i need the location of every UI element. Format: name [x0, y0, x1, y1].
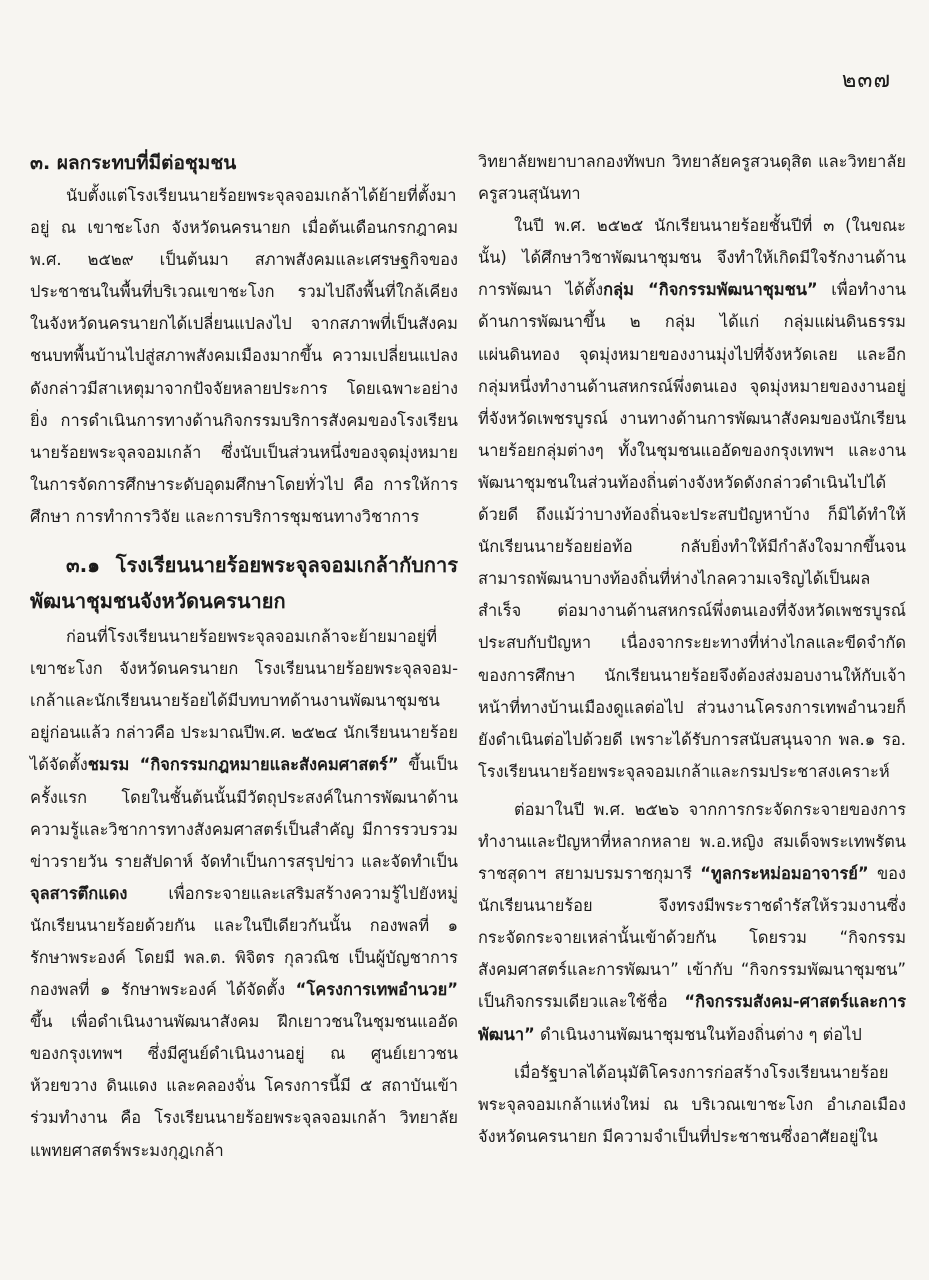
paragraph: ก่อนที่โรงเรียนนายร้อยพระจุลจอมเกล้าจะย้ายมาอยู่ที่เขาชะโงก จังหวัดนครนายก โรงเรียนนายร้อยพระจุลจอม-เกล้าและนักเรียนนายร้อยได้มีบทบาทด้านงานพัฒนาชุมชนอยู่ก่อนแล้ว กล่าวคือ ประมาณปีพ.ศ. ๒๕๒๔ นักเรียนนายร้อยได้จัดตั้งชมรม “กิจกรรมกฎหมายและสังคมศาสตร์” ขึ้นเป็นครั้งแรก โดยในชั้นต้นนั้นมีวัตถุประสงค์ในการพัฒนาด้านความรู้และวิชาการทางสังคมศาสตร์เป็นสำคัญ มีการรวบรวมข่าวรายวัน รายสัปดาห์ จัดทำเป็นการสรุปข่าว และจัดทำเป็นจุลสารตึกแดง เพื่อกระจายและเสริมสร้างความรู้ไปยังหมู่นักเรียนนายร้อยด้วยกัน และในปีเดียวกันนั้น กองพลที่ ๑ รักษาพระองค์ โดยมี พล.ต. พิจิตร กุลวณิช เป็นผู้บัญชาการกองพลที่ ๑ รักษาพระองค์ ได้จัดตั้ง “โครงการเทพอำนวย” ขึ้น เพื่อดำเนินงานพัฒนาสังคม ฝึกเยาวชนในชุมชนแออัดของกรุงเทพฯ ซึ่งมีศูนย์ดำเนินงานอยู่ ณ ศูนย์เยาวชนห้วยขวาง ดินแดง และคลองจั่น โครงการนี้มี ๕ สถาบันเข้าร่วมทำงาน คือ โรงเรียนนายร้อยพระจุลจอมเกล้า วิทยาลัยแพทยศาสตร์พระมงกุฎเกล้า: [30, 627, 458, 1160]
paragraph: เมื่อรัฐบาลได้อนุมัติโครงการก่อสร้างโรงเรียนนายร้อยพระจุลจอมเกล้าแห่งใหม่ ณ บริเวณเขาชะโงก อำเภอเมืองจังหวัดนครนายก มีความจำเป็นที่ประชาชนซึ่งอาศัยอยู่ใน: [478, 1062, 906, 1146]
paragraph: ในปี พ.ศ. ๒๕๒๕ นักเรียนนายร้อยชั้นปีที่ ๓ (ในขณะนั้น) ได้ศึกษาวิชาพัฒนาชุมชน จึงทำให้เกิดมีใจรักงานด้านการพัฒนา ได้ตั้งกลุ่ม “กิจกรรมพัฒนาชุมชน” เพื่อทำงานด้านการพัฒนาขึ้น ๒ กลุ่ม ได้แก่ กลุ่มแผ่นดินธรรม แผ่นดินทอง จุดมุ่งหมายของงานมุ่งไปที่จังหวัดเลย และอีกกลุ่มหนึ่งทำงานด้านสหกรณ์พึ่งตนเอง จุดมุ่งหมายของงานอยู่ที่จังหวัดเพชรบูรณ์ งานทางด้านการพัฒนาสังคมของนักเรียนนายร้อยกลุ่มต่างๆ ทั้งในชุมชนแออัดของกรุงเทพฯ และงานพัฒนาชุมชนในส่วนท้องถิ่นต่างจังหวัดดังกล่าวดำเนินไปได้ด้วยดี ถึงแม้ว่าบางท้องถิ่นจะประสบปัญหาบ้าง ก็มิได้ทำให้นักเรียนนายร้อยย่อท้อ กลับยิ่งทำให้มีกำลังใจมากขึ้นจนสามารถพัฒนาบางท้องถิ่นที่ห่างไกลความเจริญได้เป็นผลสำเร็จ ต่อมางานด้านสหกรณ์พึ่งตนเองที่จังหวัดเพชรบูรณ์ประสบกับปัญหา เนื่องจากระยะทางที่ห่างไกลและขีดจำกัดของการศึกษา นักเรียนนายร้อยจึงต้องส่งมอบงานให้กับเจ้าหน้าที่ทางบ้านเมืองดูแลต่อไป ส่วนงานโครงการเทพอำนวยก็ยังดำเนินต่อไปด้วยดี เพราะได้รับการสนับสนุนจาก พล.๑ รอ. โรงเรียนนายร้อยพระจุลจอมเกล้าและกรมประชาสงเคราะห์: [478, 216, 906, 781]
right-body: [478, 146, 906, 1153]
paragraph: วิทยาลัยพยาบาลกองทัพบก วิทยาลัยครูสวนดุสิต และวิทยาลัยครูสวนสุนันทา: [478, 152, 906, 204]
subsection-heading: ๓.๑ โรงเรียนนายร้อยพระจุลจอมเกล้ากับการพัฒนาชุมชนจังหวัดนครนายก: [30, 553, 458, 614]
paragraph: ต่อมาในปี พ.ศ. ๒๕๒๖ จากการกระจัดกระจายของการทำงานและปัญหาที่หลากหลาย พ.อ.หญิง สมเด็จพระเทพรัตนราชสุดาฯ สยามบรมราชกุมารี “ทูลกระหม่อมอาจารย์” ของนักเรียนนายร้อย จึงทรงมีพระราชดำรัสให้รวมงานซึ่งกระจัดกระจายเหล่านั้นเข้าด้วยกัน โดยรวม “กิจกรรมสังคมศาสตร์และการพัฒนา” เข้ากับ “กิจกรรมพัฒนาชุมชน” เป็นกิจกรรมเดียวและใช้ชื่อ “กิจกรรมสังคม-ศาสตร์และการพัฒนา” ดำเนินงานพัฒนาชุมชนในท้องถิ่นต่าง ๆ ต่อไป: [478, 799, 906, 1044]
section-heading: ๓. ผลกระทบที่มีต่อชุมชน: [30, 152, 237, 174]
left-body: [30, 146, 458, 1167]
page-number: ๒๓๗: [841, 68, 891, 93]
paragraph: นับตั้งแต่โรงเรียนนายร้อยพระจุลจอมเกล้าได้ย้ายที่ตั้งมาอยู่ ณ เขาชะโงก จังหวัดนครนายก เมื่อต้นเดือนกรกฎาคม พ.ศ. ๒๕๒๙ เป็นต้นมา สภาพสังคมและเศรษฐกิจของประชาชนในพื้นที่บริเวณเขาชะโงก รวมไปถึงพื้นที่ใกล้เคียงในจังหวัดนครนายกได้เปลี่ยนแปลงไป จากสภาพที่เป็นสังคมชนบทพื้นบ้านไปสู่สภาพสังคมเมืองมากขึ้น ความเปลี่ยนแปลงดังกล่าวมีสาเหตุมาจากปัจจัยหลายประการ โดยเฉพาะอย่างยิ่ง การดำเนินการทางด้านกิจกรรมบริการสังคมของโรงเรียนนายร้อยพระจุลจอมเกล้า ซึ่งนับเป็นส่วนหนึ่งของจุดมุ่งหมาย ในการจัดการศึกษาระดับอุดมศึกษาโดยทั่วไป คือ การให้การศึกษา การทำการวิจัย และการบริการชุมชนทางวิชาการ: [30, 186, 458, 526]
